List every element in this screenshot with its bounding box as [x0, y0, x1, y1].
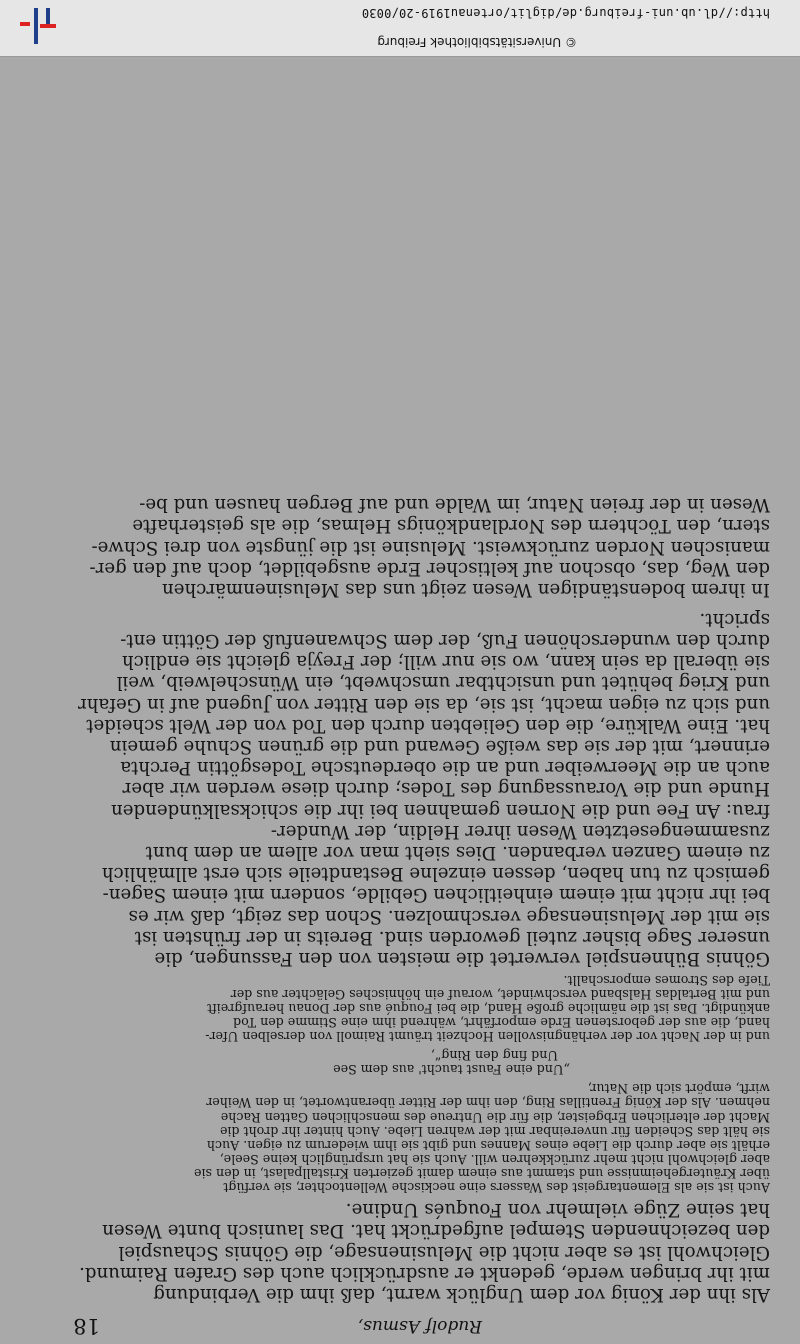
- text-line: erhält sie aber durch die Liebe eines Mannes und gibt sie ihm wiederum zu eigen. Auch: [206, 1137, 770, 1153]
- text-line: nehmen. Als der König Frentillas Ring, den ihm der Ritter überantwortet, in den Weiher: [206, 1095, 770, 1111]
- text-line: Gleichwohl ist es aber nicht die Melusinensage, die Göhnis Schauspiel: [118, 1241, 770, 1263]
- text-line: hand, die aus der geborstenen Erde emporfährt, während ihm eine Stimme den Tod: [233, 1014, 770, 1030]
- paragraph-2: [48, 1081, 770, 1194]
- scanned-page: [0, 57, 800, 1344]
- copyright-credit: © Universitätsbibliothek Freiburg: [377, 35, 577, 49]
- paragraph-4: [48, 609, 770, 969]
- text-line: hat seine Züge vielmehr von Fouqués Undine.: [345, 1199, 770, 1221]
- viewer-footer-bar: [0, 0, 800, 57]
- text-line: ankündigt. Das ist die nämliche große Hand, die bei Fouqué aus der Donau heraufgreift: [207, 1000, 770, 1016]
- text-line: sie überall da sein kann, wo sie nur will; der Freyja gleicht sie endlich: [122, 651, 770, 673]
- text-line: wirft, empört sich die Natur,: [587, 1081, 770, 1097]
- text-line: zusammengesetzten Wesen ihrer Heldin, der Wunder-: [270, 820, 770, 842]
- text-line: Hunde und die Voraussagung des Todes; durch diese werden wir aber: [122, 778, 770, 800]
- text-line: mit ihr bringen werde, gedenkt er ausdrücklich auch des Grafen Raimund.: [79, 1262, 770, 1284]
- text-line: hat. Eine Walküre, die den Geliebten durch den Tod von der Welt scheidet: [86, 714, 770, 736]
- text-line: unserer Sage bisher zuteil geworden sind. Bereits in der frühsten ist: [134, 926, 770, 948]
- running-head: Rudolf Asmus,: [357, 1316, 482, 1336]
- text-line: Göhnis Bühnenspiel verwertet die meisten von den Fassungen, die: [154, 948, 770, 969]
- paragraph-1: [48, 1199, 770, 1305]
- text-line: den bezeichnenden Stempel aufgedrückt hat. Das launisch bunte Wesen: [102, 1220, 770, 1242]
- text-line: Auch ist sie als Elementargeist des Wassers eine neckische Wellentochter, sie verfügt: [223, 1180, 770, 1195]
- text-line: aber gleichwohl nicht mehr zurückkehren will. Auch sie hat ursprünglich keine Seele,: [219, 1151, 770, 1167]
- text-line: manischen Norden zurückweist. Melusine ist die jüngste von drei Schwe-: [91, 536, 770, 558]
- text-line: stern, den Töchtern des Nordlandkönigs Helmas, die als geisterhafte: [132, 515, 770, 537]
- page-url[interactable]: http://dl.ub.uni-freiburg.de/diglit/ortenau1919-20/0030: [361, 6, 770, 20]
- university-logo-icon: [14, 6, 58, 46]
- text-line: gemisch zu tun haben, dessen einzelne Bestandteile sich erst allmählich: [101, 863, 770, 885]
- text-line: sie mit der Melusinensage verschmolzen. Schon das zeigt, daß wir es: [128, 905, 770, 927]
- text-line: frau: An Fee und die Nornen gemahnen bei ihr die schicksalkündenden: [111, 799, 770, 821]
- text-line: bei ihr nicht mit einem einheitlichen Gebilde, sondern mit einem Sagen-: [102, 884, 770, 906]
- text-line: und mit Bertaldas Halsband verschwindet, worauf ein höhnisches Gelächter aus der: [230, 986, 770, 1002]
- verse-line: „Und eine Faust taucht' aus dem See: [333, 1062, 570, 1077]
- text-line: durch den wunderschönen Fuß, der dem Schwanenfuß der Göttin ent-: [120, 629, 770, 651]
- text-line: sie hält das Scheiden für unvereinbar mit der wahren Liebe. Auch hinter ihr droht die: [219, 1123, 770, 1139]
- text-line: In ihrem bodenständigen Wesen zeigt uns das Melusinenmärchen: [162, 579, 770, 600]
- text-line: Tiefe des Stromes emporschallt.: [563, 972, 770, 988]
- text-line: und Krieg behütet und unsichtbar umschwebt, ein Wünschelweib, weil: [116, 672, 770, 694]
- paragraph-3: [48, 973, 770, 1043]
- text-line: den Weg, das, obschon auf keltischer Erde ausgebildet, doch auf den ger-: [89, 557, 770, 579]
- text-line: und sich zu eigen macht, ist sie, da sie den Ritter von Jugend auf in Gefahr: [78, 693, 770, 715]
- text-line: und in der Nacht vor der verhängnisvollen Hochzeit träumt Raimoll von derselben Ufer-: [205, 1029, 770, 1044]
- text-line: erinnert, mit der sie das weiße Gewand und die grünen Schuhe gemein: [109, 735, 770, 757]
- text-line: zu einem Ganzen verbanden. Dies sieht man vor allem an dem bunt: [145, 841, 770, 863]
- page-number: 18: [73, 1314, 100, 1338]
- text-line: Wesen in der freien Natur, im Walde und auf Bergen hausen und be-: [139, 494, 770, 516]
- text-line: spricht.: [699, 608, 770, 630]
- text-line: Macht der elterlichen Erbgeister, die für die Untreue des menschlichen Gatten Rache: [220, 1109, 770, 1125]
- text-line: Als ihn der König vor dem Unglück warnt, daß ihm die Verbindung: [153, 1284, 770, 1305]
- text-line: auch an die Meerweiber und an die oberdeutsche Todesgöttin Perchta: [120, 757, 770, 779]
- paragraph-5: [48, 494, 770, 600]
- verse-quote: [333, 1048, 570, 1076]
- text-line: über Kräutergeheimnisse und stammt aus einem damit gezierten Kristallpalast, in den sie: [194, 1165, 770, 1181]
- verse-line: Und fing den Ring“,: [430, 1047, 558, 1063]
